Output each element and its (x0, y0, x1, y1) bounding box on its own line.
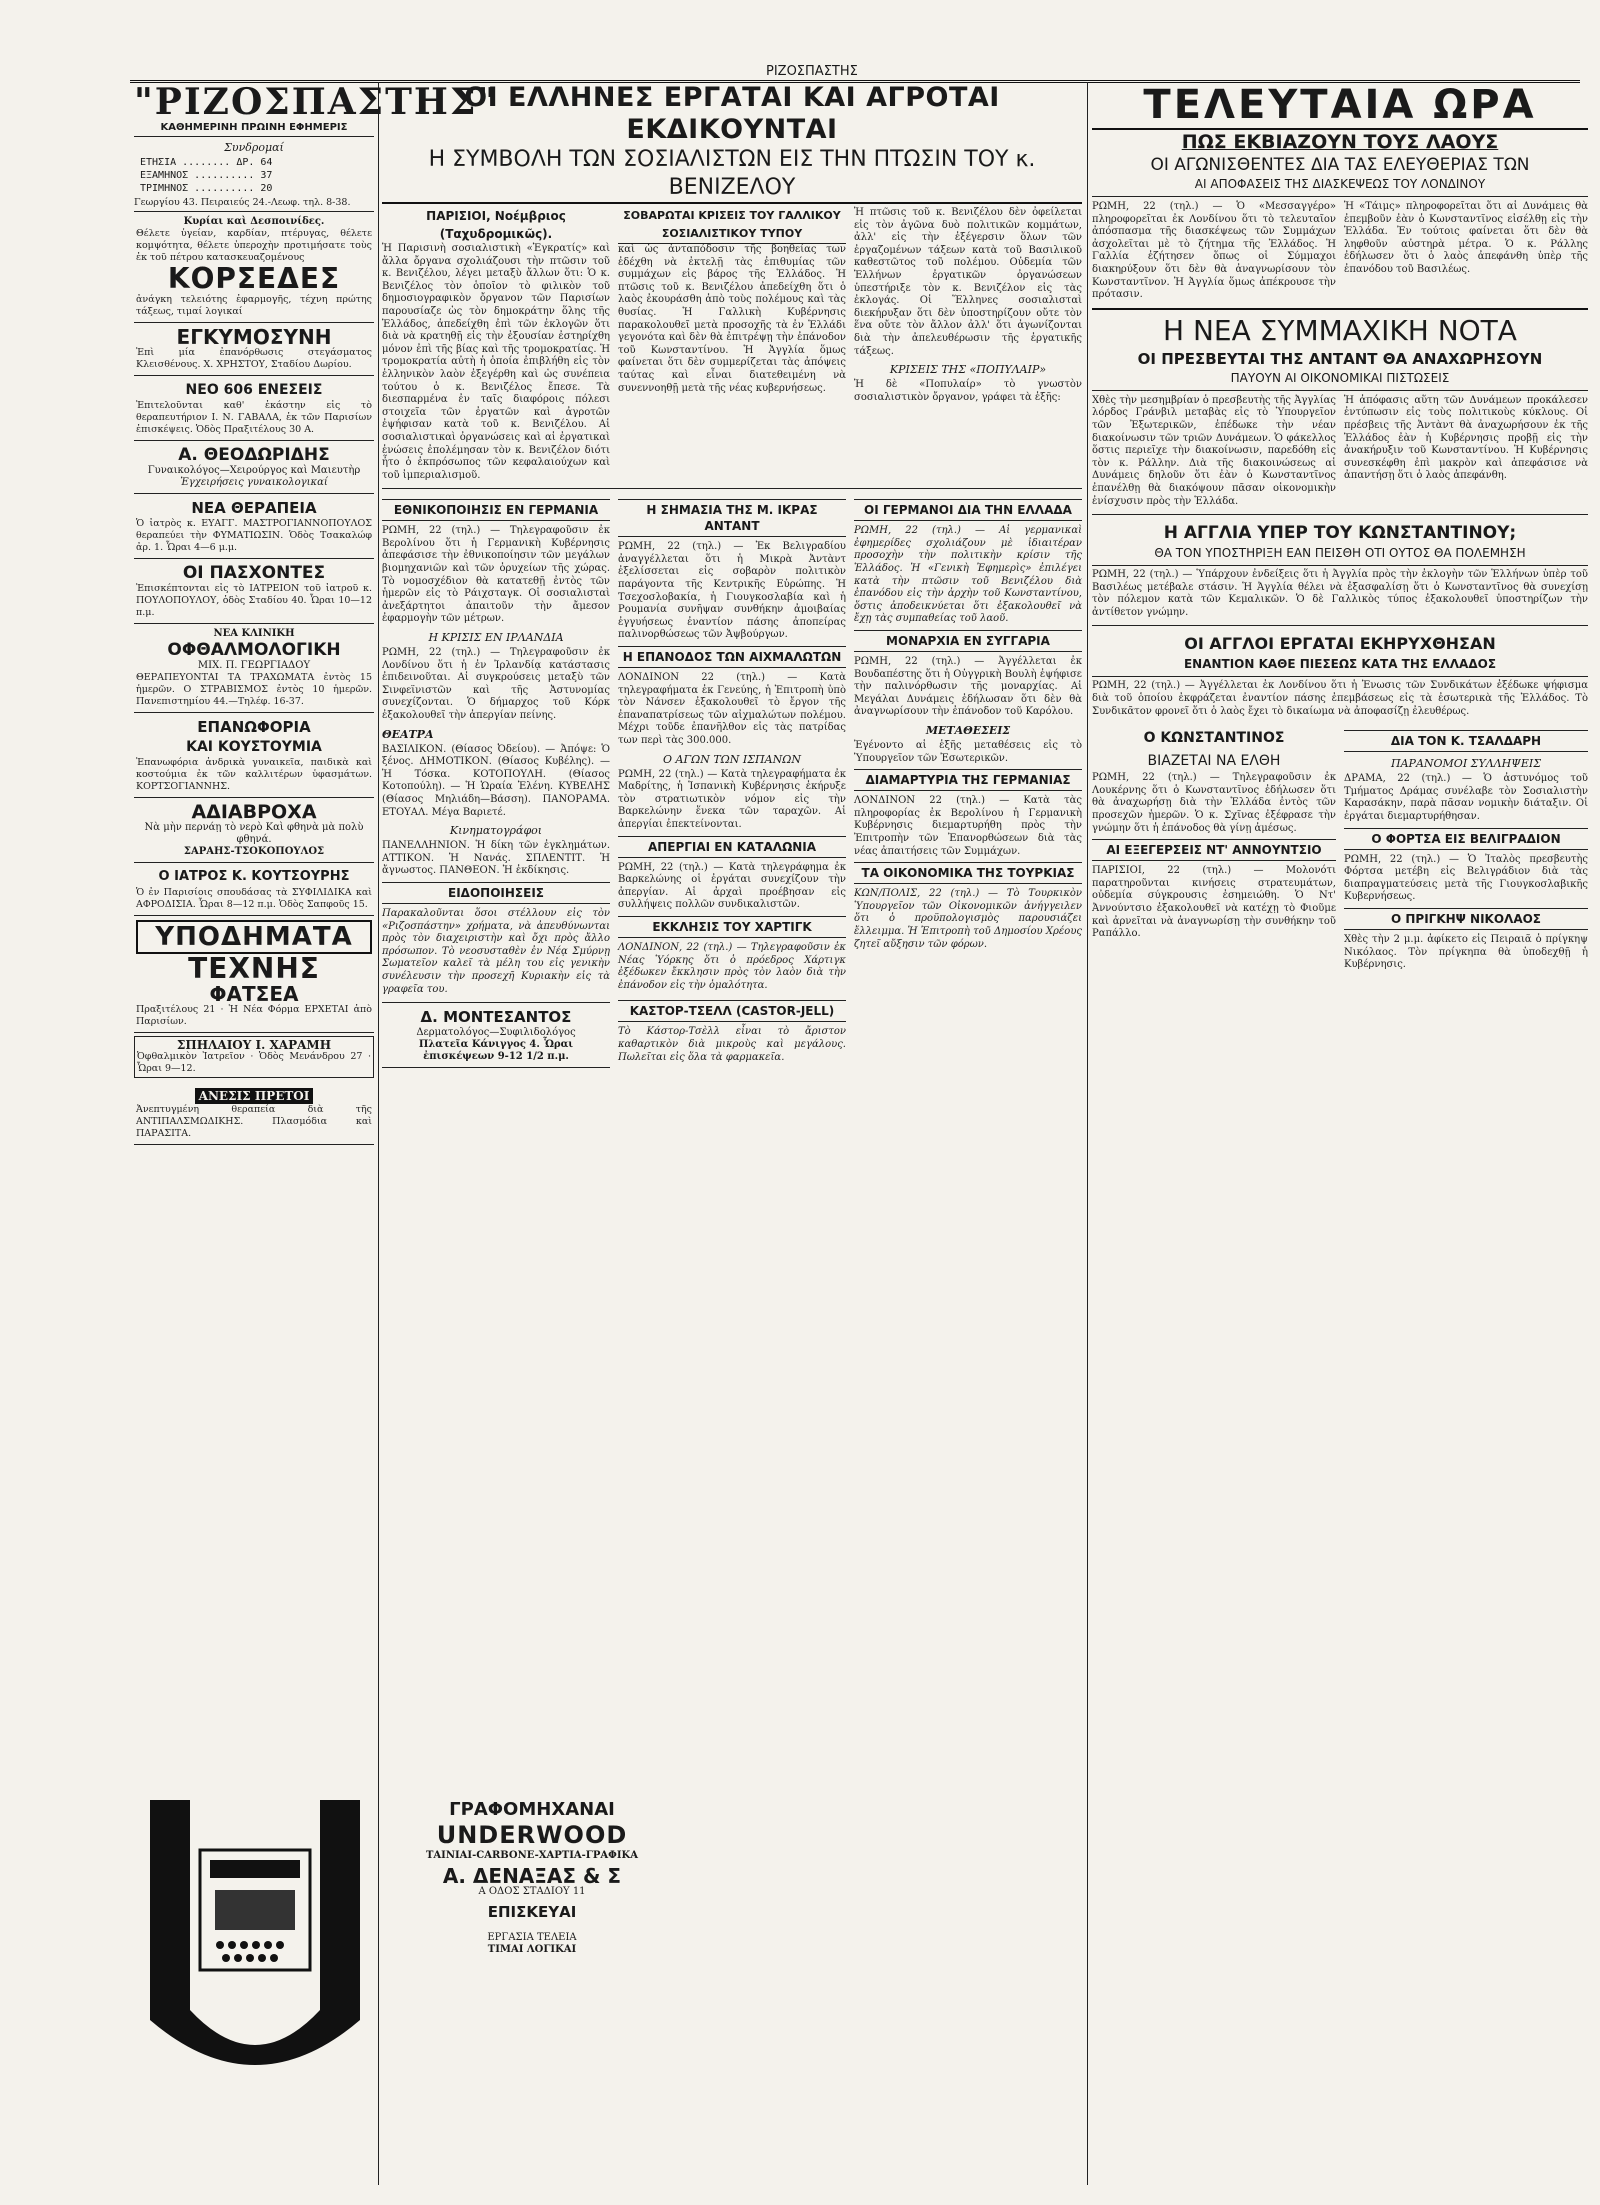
running-title: ΡΙΖΟΣΠΑΣΤΗΣ (760, 64, 864, 79)
england-text: ΡΩΜΗ, 22 (τηλ.) — Ὑπάρχουν ἐνδείξεις ὅτι ἡ Ἀγγλία πρὸς τὴν ἐκλογὴν τῶν Ἑλλήνων ὑπὲρ τοῦ Βασιλέως μετέβαλε στάσιν. Ἡ Ἀγγλία θέλει νὰ ἐξασφαλίσῃ ὅτι ὁ Κωνσταντῖνος θὰ συνεχίσῃ τὸν πόλεμον κατὰ τῶν Κεμαλικῶν. Ὁ δὲ Γαλλικὸς τύπος ἐξακολουθεῖ ὑποστηρίζων τὴν ἀντίθετον γνώμην. (1092, 569, 1588, 618)
latest-news-column (1092, 82, 1588, 2185)
harding-heading: ΕΚΚΛΗΣΙΣ ΤΟΥ ΧΑΡΤΙΓΚ (618, 916, 846, 938)
dannunzio-text: ΠΑΡΙΣΙΟΙ, 22 (τηλ.) — Μολονότι παρατηροῦνται κινήσεις στρατευμάτων, οὐδεμία σύγκρουσις ἐσημειώθη. Ὁ Ντ' Ἀννούντσιο ἐξακολουθεῖ νὰ κατέχῃ τὸ Φιοῦμε καὶ ἀρνεῖται νὰ ἀναγνωρίσῃ τὴν συνθήκην τοῦ Ραπάλλο. (1092, 865, 1336, 940)
lead-text-b: καὶ ὡς ἀνταπόδοσιν τῆς βοηθείας των ἐδέχθη νὰ ἐκτελῇ τὰς ἐπιθυμίας τῶν συμμάχων εἰς βάρος τῆς Ἑλλάδος. Ἡ πτῶσις τοῦ κ. Βενιζέλου ἀπεδείχθη ὅτι ὁ λαὸς ἐκουράσθη ἀπὸ τοὺς πολέμους καὶ τὰς θυσίας. Ἡ Γαλλικὴ Κυβέρνησις παρακολουθεῖ μετὰ προσοχῆς τὰ ἐν Ἑλλάδι γεγονότα καὶ δὲν θὰ ἐπιτρέψῃ τὴν ἐπάνοδον τοῦ Κωνσταντίνου. Ἡ Ἀγγλία ὅμως φαίνεται ὅτι δὲν συμμερίζεται τὰς ἀπόψεις ταύτας καὶ εἶναι διατεθειμένη νὰ συνεννοηθῇ μετὰ τῆς νέας κυβερνήσεως. (618, 244, 846, 394)
column-divider (1087, 82, 1088, 2185)
ad-spilaiou-title: ΣΠΗΛΑΙΟΥ Ι. ΧΑΡΑΜΗ (176, 1038, 332, 1052)
castor-text: Τὸ Κάστορ-Τσὲλλ εἶναι τὸ ἄριστον καθαρτικὸν διὰ μικροὺς καὶ μεγάλους. Πωλεῖται εἰς ὅλα τὰ φαρμακεῖα. (618, 1026, 846, 1063)
allied-note-sub: ΟΙ ΠΡΕΣΒΕΥΤΑΙ ΤΗΣ ΑΝΤΑΝΤ ΘΑ ΑΝΑΧΩΡΗΣΟΥΝ (1137, 349, 1543, 368)
forza-text: ΡΩΜΗ, 22 (τηλ.) — Ὁ Ἰταλὸς πρεσβευτὴς Φόρτσα μετέβη εἰς Βελιγράδιον διὰ τὰς διαπραγματεύσεις μετὰ τῆς Γιουγκοσλαβικῆς Κυβερνήσεως. (1344, 853, 1588, 903)
rate-line: ΕΞΑΜΗΝΟΣ .......... 37 (140, 170, 273, 181)
ad-adiavrocha-title: ΑΔΙΑΒΡΟΧΑ (191, 801, 317, 823)
ad-korsedes-title: ΚΟΡΣΕΔΕΣ (167, 262, 341, 295)
ad-aniseis (134, 1081, 374, 1145)
ad-denaxas: Α. ΔΕΝΑΞΑΣ & Σ (442, 1864, 622, 1888)
ad-ofth-name: ΜΙΧ. Π. ΓΕΩΡΓΙΑΔΟΥ (197, 660, 311, 671)
ad-koutsouris (134, 863, 374, 916)
ad-theodoridis-sub: Γυναικολόγος—Χειρούργος καὶ Μαιευτὴρ (147, 465, 361, 476)
lead-headline: ΟΙ ΕΛΛΗΝΕΣ ΕΡΓΑΤΑΙ ΚΑΙ ΑΓΡΟΤΑΙ ΕΚΔΙΚΟΥΝΤΑΙ (464, 82, 1000, 145)
ad-egkymosyni (134, 323, 374, 376)
rate-line: ΕΤΗΣΙΑ ........ ΔΡ. 64 (140, 157, 273, 168)
nikolaos-heading: Ο ΠΡΙΓΚΗΨ ΝΙΚΟΛΑΟΣ (1344, 908, 1588, 930)
wire-col-3 (854, 495, 1082, 1068)
bottom-col-b (1344, 726, 1588, 972)
bottom-col-a (1092, 726, 1336, 972)
ad-neo-606 (134, 376, 374, 441)
prisoners-heading: Η ΕΠΑΝΟΔΟΣ ΤΩΝ ΑΙΧΜΑΛΩΤΩΝ (618, 646, 846, 668)
ad-ergasia: ΕΡΓΑΣΙΑ ΤΕΛΕΙΑ (487, 1932, 577, 1943)
cinemas-heading: Κινηματογράφοι (449, 824, 543, 838)
last-hour-text-a: ΡΩΜΗ, 22 (τηλ.) — Ὁ «Μεσσαγγέρο» πληροφορεῖται ἐκ Λονδίνου ὅτι τὸ τελευταῖον ἀπόσπασμα τῆς διασκέψεως τῶν Συμμάχων ἀσχολεῖται μὲ τὸ ζήτημα τῆς Ἑλλάδος. Ἡ Γαλλία ἐζήτησεν ὅπως οἱ Σύμμαχοι διακηρύξουν ὅτι δὲν θὰ ἀναγνωρίσουν τὸν Κωνσταντῖνον. Ἡ Ἀγγλία ὅμως ἀπέκρουσε τὴν πρότασιν. (1092, 201, 1336, 301)
lead-subheadline: Η ΣΥΜΒΟΛΗ ΤΩΝ ΣΟΣΙΑΛΙΣΤΩΝ ΕΙΣ ΤΗΝ ΠΤΩΣΙΝ ΤΟΥ κ. ΒΕΝΙΖΕΛΟΥ (428, 147, 1036, 200)
ad-korsedes-text: Θέλετε ὑγείαν, καρδίαν, πτέρυγας, θέλετε κομψότητα, θέλετε ὑπεροχὴν προτιμήσατε τοὺς ἐκ τοῦ πέτρου κατασκευαζομένους (136, 228, 372, 263)
ad-egkymosyni-title: ΕΓΚΥΜΟΣΥΝΗ (176, 325, 332, 349)
turkey-finance-text: ΚΩΝ/ΠΟΛΙΣ, 22 (τηλ.) — Τὸ Τουρκικὸν Ὑπουργεῖον τῶν Οἰκονομικῶν ἀνήγγειλεν ὅτι ὁ προϋπολογισμὸς παρουσιάζει ἔλλειμμα. Ἡ Ἐπιτροπὴ τοῦ Δημοσίου Χρέους ζητεῖ αὔξησιν τῶν φόρων. (854, 888, 1082, 950)
ad-aniseis-text: Ἀνεπτυγμένη θεραπεία διὰ τῆς ΑΝΤΙΠΑΛΣΜΩΔΙΚΗΣ. Πλασμόδια καὶ ΠΑΡΑΣΙΤΑ. (136, 1104, 372, 1139)
catalonia-heading: ΑΠΕΡΓΙΑΙ ΕΝ ΚΑΤΑΛΩΝΙΑ (618, 836, 846, 858)
notices-text: Παρακαλοῦνται ὅσοι στέλλουν εἰς τὸν «Ριζοσπάστην» χρήματα, νὰ ἀπευθύνωνται πρὸς τὸν διαχειριστὴν καὶ ὄχι πρὸς ἄλλο πρόσωπον. Τὸ νεοσυσταθὲν ἐν Νέᾳ Σμύρνῃ Σωματεῖον καλεῖ τὰ μέλη του εἰς γενικὴν συνέλευσιν τὴν προσεχῆ Κυριακὴν εἰς τὰ γραφεῖα του. (382, 907, 610, 995)
last-hour-text-b: Ἡ «Τάιμς» πληροφορεῖται ὅτι αἱ Δυνάμεις θὰ ἐπεμβοῦν ἐὰν ὁ Κωνσταντῖνος εἰσέλθῃ εἰς τὴν Ἑλλάδα. Ἐν τούτοις φαίνεται ὅτι δὲν θὰ ληφθοῦν αὐστηρὰ μέτρα. Ὁ κ. Ράλλης ἐδήλωσεν ὅτι ὁ λαὸς ἀπεφάνθη ὑπὲρ τῆς ἐπανόδου τοῦ Βασιλέως. (1344, 201, 1588, 275)
main-news-column (382, 82, 1082, 2185)
ad-neo-606-text: Ἐπιτελοῦνται καθ' ἑκάστην εἰς τὸ θεραπευτήριον Ι. Ν. ΓΑΒΑΛΑ, ἑκ τῶν Παρισίων ἐπισκέψεις. Ὁδὸς Πραξιτέλους 30 Α. (136, 400, 372, 435)
ad-ypodimata-title: ΥΠΟΔΗΜΑΤΑ (136, 920, 372, 954)
wire-col-2 (618, 495, 846, 1068)
office-address: Γεωργίου 43. Πειραιεύς 24.-Λεωφ. τηλ. 8-38. (134, 197, 374, 212)
ad-adiavrocha-text: Νὰ μὴν περνάῃ τὸ νερὸ Καὶ φθηνὰ μὰ πολὺ φθηνά. (144, 822, 364, 845)
ad-montesantos-sub: Δερματολόγος—Συφιλιδολόγος (416, 1027, 576, 1039)
last-hour-subheadline: ΟΙ ΑΓΩΝΙΣΘΕΝΤΕΣ ΔΙΑ ΤΑΣ ΕΛΕΥΘΕΡΙΑΣ ΤΩΝ (1150, 155, 1530, 175)
section-rule (382, 488, 1082, 489)
tsaldaris-heading: ΔΙΑ ΤΟΝ Κ. ΤΣΑΛΔΑΡΗ (1344, 730, 1588, 752)
ad-grafo-title: ΓΡΑΦΟΜΗΧΑΝΑΙ (449, 1799, 615, 1820)
subscriptions-heading: Συνδρομαί (224, 141, 284, 154)
ad-theodoridis-text: Ἐγχειρήσεις γυναικολογικαί (180, 477, 328, 488)
prisoners-text: ΛΟΝΔΙΝΟΝ 22 (τηλ.) — Κατὰ τηλεγραφήματα ἐκ Γενεύης, ἡ Ἐπιτροπὴ ὑπὸ τὸν Νάνσεν ἐξακολουθεῖ τὸ ἔργον τῆς ἐπαναπατρίσεως τῶν αἰχμαλώτων πολέμου. Μέχρι τοῦδε ἐπανῆλθον εἰς τὰς πατρίδας των περὶ τὰς 300.000. (618, 672, 846, 746)
hungary-text: ΡΩΜΗ, 22 (τηλ.) — Ἀγγέλλεται ἐκ Βουδαπέστης ὅτι ἡ Οὐγγρικὴ Βουλὴ ἐψήφισε τὴν παλινόρθωσιν τῆς μοναρχίας. Αἱ Μεγάλαι Δυνάμεις ἐδήλωσαν ὅτι δὲν θὰ ἀναγνωρίσουν τὴν ἐπάνοδον τοῦ Καρόλου. (854, 656, 1082, 718)
typewriter-illustration (140, 1790, 370, 2090)
ad-aniseis-title: ΑΝΕΣΙΣ ΠΡΕΤΟΙ (195, 1088, 314, 1104)
theatres-text: ΒΑΣΙΛΙΚΟΝ. (Θίασος Ὀδείου). — Ἀπόψε: Ὁ ξένος. ΔΗΜΟΤΙΚΟΝ. (Θίασος Κυβέλης). — Ἡ Τόσκα. ΚΟΤΟΠΟΥΛΗ. (Θίασος Κοτοπούλη). — Ἡ Ὡραία Ἑλένη. ΚΥΒΕΛΗΣ (Θίασος Μηλιάδη—Βάσση). ΠΑΝΟΡΑΜΑ. ΕΤΟΥΑΛ. Μέγα Βαριετέ. (382, 743, 610, 818)
ad-ofth-text: ΘΕΡΑΠΕΥΟΝΤΑΙ ΤΑ ΤΡΑΧΩΜΑΤΑ ἐντὸς 15 ἡμερῶν. Ο ΣΤΡΑΒΙΣΜΟΣ ἐντὸς 10 ἡμερῶν. Πανεπιστημίου 44.—Τηλέφ. 16-37. (136, 672, 372, 707)
ad-epanoforia-text: Ἐπανωφόρια ἀνδρικὰ γυναικεῖα, παιδικὰ καὶ κοστούμια ἐκ τῶν καλλιτέρων ὑφασμάτων. ΚΟΡΤΣΟΓΙΑΝΝΗΣ. (136, 757, 372, 792)
england-headline: Η ΑΓΓΛΙΑ ΥΠΕΡ ΤΟΥ ΚΩΝΣΤΑΝΤΙΝΟΥ; (1163, 523, 1517, 544)
english-workers-text: ΡΩΜΗ, 22 (τηλ.) — Ἀγγέλλεται ἐκ Λονδίνου ὅτι ἡ Ἐνωσις τῶν Συνδικάτων ἐξέδωκε ψήφισμα διὰ τοῦ ὁποίου ἐκφράζεται ἐναντίον πάσης ἐπεμβάσεως εἰς τὰ ἐσωτερικὰ τῆς Ἑλλάδος. Τὸ Συνδικᾶτον φρονεῖ ὅτι ὁ λαὸς ἔχει τὸ δικαίωμα νὰ ἀποφασίζῃ ἐλευθέρως. (1092, 680, 1588, 717)
ireland-heading: Η ΚΡΙΣΙΣ ΕΝ ΙΡΛΑΝΔΙΑ (428, 631, 564, 645)
tsaldaris-sub: ΠΑΡΑΝΟΜΟΙ ΣΥΛΛΗΨΕΙΣ (1391, 757, 1541, 771)
constantine-sub: ΒΙΑΖΕΤΑΙ ΝΑ ΕΛΘΗ (1147, 753, 1281, 770)
theatres-heading: ΘΕΑΤΡΑ (382, 727, 434, 741)
tsaldaris-text: ΔΡΑΜΑ, 22 (τηλ.) — Ὁ ἀστυνόμος τοῦ Τμήματος Δράμας συνέλαβε τὸν Σοσιαλιστὴν Καρασάκην, παρὰ πᾶσαν νομικὴν διάταξιν. Οἱ ἐργάται διεμαρτυρήθησαν. (1344, 773, 1588, 823)
england-deck: ΘΑ ΤΟΝ ΥΠΟΣΤΗΡΙΞΗ ΕΑΝ ΠΕΙΣΘΗ ΟΤΙ ΟΥΤΟΣ ΘΑ ΠΟΛΕΜΗΣΗ (1092, 545, 1588, 566)
ad-montesantos-title: Δ. ΜΟΝΤΕΣΑΝΤΟΣ (420, 1008, 572, 1027)
lead-text-c: Ἡ πτῶσις τοῦ κ. Βενιζέλου δὲν ὀφείλεται εἰς τὸν ἀγῶνα δυὸ πολιτικῶν κομμάτων, ἀλλ' εἰς τὴν ἐξέγερσιν ὅλων τῶν ἐργαζομένων τάξεων κατὰ τοῦ Βασιλικοῦ καθεστῶτος τοῦ πολέμου. Οὐδεμία τῶν Ἑλλήνων ἐργατικῶν ὀργανώσεων ὑπεστήριξε τὸν κ. Βενιζέλον εἰς τὰς ἐκλογάς. Οἱ Ἕλληνες σοσιαλισταὶ διεκήρυξαν ὅτι δὲν ὑποστηρίζουν οὔτε τὸν ἕνα οὔτε τὸν ἄλλον ἀλλ' ὅτι ἀγωνίζονται διὰ τὴν ἀπελευθέρωσιν τῆς ἐργατικῆς τάξεως. (854, 207, 1082, 357)
last-hour-banner: ΤΕΛΕΥΤΑΙΑ ΩΡΑ (1092, 82, 1588, 130)
ad-adiavrocha (134, 798, 374, 863)
constantine-headline: Ο ΚΩΝΣΤΑΝΤΙΝΟΣ (1143, 730, 1285, 747)
germans-greece-text: ΡΩΜΗ, 22 (τηλ.) — Αἱ γερμανικαὶ ἐφημερίδες σχολιάζουν μὲ ἰδιαιτέραν προσοχὴν τὴν πολιτικὴν κρίσιν τῆς Ἑλλάδος. Ἡ «Γενικὴ Ἐφημερὶς» ἐπιλέγει κατὰ τὴν πτῶσιν τοῦ Βενιζέλου διὰ ἐπανόδου εἰς τὴν ἀρχὴν τοῦ Κωνσταντίνου, ὅστις ἀποδεικνύεται ὅτι ἐξακολουθεῖ νὰ ἔχῃ τὰς συμπαθείας τοῦ λαοῦ. (854, 525, 1082, 625)
constantine-text: ΡΩΜΗ, 22 (τηλ.) — Τηλεγραφοῦσιν ἐκ Λουκέρνης ὅτι ὁ Κωνσταντῖνος ἐδήλωσεν ὅτι θὰ ἀναχωρήσῃ διὰ τὴν Ἑλλάδα ἐντὸς τῶν προσεχῶν ἡμερῶν. Ὁ κ. Σχῖνας ἐξέφρασε τὴν γνώμην ὅτι ἡ ἐπάνοδος θὰ γίνῃ ἀμέσως. (1092, 772, 1336, 834)
english-workers-headline: ΟΙ ΑΓΓΛΟΙ ΕΡΓΑΤΑΙ ΕΚΗΡΥΧΘΗΣΑΝ (1184, 634, 1496, 654)
ad-fatsea-title: ΦΑΤΣΕΑ (209, 982, 299, 1006)
ad-ofth-title: ΟΦΘΑΛΜΟΛΟΓΙΚΗ (167, 640, 341, 660)
ad-paschontes-title: ΟΙ ΠΑΣΧΟΝΤΕΣ (182, 563, 326, 583)
lead-story-body (382, 207, 1082, 482)
cinemas-text: ΠΑΝΕΛΛΗΝΙΟΝ. Ἡ δίκη τῶν ἐγκλημάτων. ΑΤΤΙΚΟΝ. Ἡ Νανάς. ΣΠΛΕΝΤΙΤ. Ἡ ἄγνωστος. ΠΑΝΘΕΟΝ. Ἡ ἐκδίκησις. (382, 840, 610, 877)
nikolaos-text: Χθὲς τὴν 2 μ.μ. ἀφίκετο εἰς Πειραιᾶ ὁ πρίγκηψ Νικόλαος. Τὸν πρίγκηπα θὰ ὑποδεχθῇ ἡ Κυβέρνησις. (1344, 934, 1588, 971)
lead-text-a: Ἡ Παρισινὴ σοσιαλιστικὴ «Ἐγκρατίς» καὶ ἄλλα ὄργανα σχολιάζουσι τὴν πτῶσιν τοῦ κ. Βενιζέλου, λέγει μεταξὺ ἄλλων ὅτι: Ὁ κ. Βενιζέλος τὸν ὁποῖον τὸ φιλικὸν τοῦ δημοσιογραφικὸν ὄργανον τῶν Παρισίων παρουσίαζε ὡς τὸν δημοκράτην ὅλης τῆς Ἑλλάδος, ἀπεδείχθη ἐπὶ τῶν ἐκλογῶν ὅτι διὰ νὰ κρατηθῇ εἰς τὴν ἐξουσίαν ἐστηρίχθη μόνον ἐπὶ τῆς βίας καὶ τῆς τρομοκρατίας. Ἡ τρομοκρατία αὐτὴ ἡ ὁποία ἐπιβλήθη εἰς τὸν ἑλληνικὸν λαὸν ἐξεγέρθη καὶ ὡς συνέπεια τούτου ὁ κ. Βενιζέλος ἔπεσε. Τὰ διεσπαρμένα ἐν ταῖς διαφόροις πόλεσι στοιχεῖα τῶν ἐργατῶν καὶ ἀγροτῶν ἐψήφισαν κατὰ τοῦ κ. Βενιζέλου. Αἱ σοσιαλιστικαὶ ὀργανώσεις καὶ αἱ ἐργατικαὶ ἑνώσεις ἐπολέμησαν τὸν κ. Βενιζέλον διότι ἦτο ὁ ἐκπρόσωπος τῶν κεφαλαιούχων καὶ τοῦ ἰμπεριαλισμοῦ. (382, 243, 610, 481)
lead-col-c (854, 207, 1082, 482)
column-divider (378, 82, 379, 2185)
harding-text: ΛΟΝΔΙΝΟΝ, 22 (τηλ.) — Τηλεγραφοῦσιν ἐκ Νέας Ὑόρκης ὅτι ὁ πρόεδρος Χάρτιγκ ἐξέδωκεν ἔκκλησιν πρὸς τὸν λαὸν διὰ τὴν ἐπάνοδον εἰς τὴν ὁμαλότητα. (618, 941, 846, 991)
ad-montesantos-text: Πλατεῖα Κάνιγγος 4. Ὧραι ἐπισκέψεων 9-12 1/2 π.μ. (418, 1039, 574, 1063)
rate-line: ΤΡΙΜΗΝΟΣ .......... 20 (140, 183, 273, 194)
section-rule (1092, 625, 1588, 626)
wire-news-grid (382, 495, 1082, 1068)
last-hour-headline: ΠΩΣ ΕΚΒΙΑΖΟΥΝ ΤΟΥΣ ΛΑΟΥΣ (1181, 131, 1499, 153)
allied-note-body (1092, 395, 1588, 508)
last-hour-body (1092, 201, 1588, 302)
ad-ypodimata (134, 916, 374, 1033)
ad-paschontes-text: Ἐπισκέπτονται εἰς τὸ ΙΑΤΡΕΙΟΝ τοῦ ἰατροῦ κ. ΠΟΥΛΟΠΟΥΛΟΥ, ὁδὸς Σταδίου 40. Ὧραι 10—12 π.μ. (136, 583, 372, 618)
transfers-text: Ἐγένοντο αἱ ἑξῆς μεταθέσεις εἰς τὸ Ὑπουργεῖον τῶν Ἐσωτερικῶν. (854, 740, 1082, 764)
germans-greece-heading: ΟΙ ΓΕΡΜΑΝΟΙ ΔΙΑ ΤΗΝ ΕΛΛΑΔΑ (854, 499, 1082, 521)
germany-text: ΡΩΜΗ, 22 (τηλ.) — Τηλεγραφοῦσιν ἐκ Βερολίνου ὅτι ἡ Γερμανικὴ Κυβέρνησις ἀπεφάσισε τὴν ἐθνικοποίησιν τῶν μεγάλων βιομηχανιῶν καὶ τῶν ὀρυχείων τῆς χώρας. Τὸ νομοσχέδιον θὰ κατατεθῇ ἐντὸς τῶν ἡμερῶν εἰς τὸ Ράιχσταγκ. Οἱ σοσιαλισταὶ ἀνεξάρτητοι ἀπαιτοῦν τὴν ἄμεσον ἐφαρμογὴν τῶν μέτρων. (382, 525, 610, 625)
ad-spilaiou (134, 1036, 374, 1078)
lead-col-a (382, 207, 610, 482)
little-entente-heading: Η ΣΗΜΑΣΙΑ ΤΗΣ Μ. ΙΚΡΑΣ ΑΝΤΑΝΤ (618, 499, 846, 537)
lead-section-heading: ΣΟΒΑΡΩΤΑΙ ΚΡΙΣΕΙΣ ΤΟΥ ΓΑΛΛΙΚΟΥ ΣΟΣΙΑΛΙΣΤΙΚΟΥ ΤΥΠΟΥ (618, 207, 846, 244)
ad-epanoforia-title: ΕΠΑΝΩΦΟΡΙΑ (197, 718, 311, 736)
ad-spilaiou-text: Ὀφθαλμικὸν Ἰατρεῖον · Ὁδὸς Μενάνδρου 27 · Ὧραι 9—12. (137, 1051, 371, 1074)
ad-nea-therapeia-title: ΝΕΑ ΘΕΡΑΠΕΙΑ (191, 499, 317, 517)
germany-heading: ΕΘΝΙΚΟΠΟΙΗΣΙΣ ΕΝ ΓΕΡΜΑΝΙΑ (382, 499, 610, 521)
lead-story-headlines (382, 82, 1082, 204)
masthead-subtitle: ΚΑΘΗΜΕΡΙΝΗ ΠΡΩΙΝΗ ΕΦΗΜΕΡΙΣ (134, 122, 374, 137)
ireland-text: ΡΩΜΗ, 22 (τηλ.) — Τηλεγραφοῦσιν ἐκ Λονδίνου ὅτι ἡ ἐν Ἰρλανδίᾳ κατάστασις ἐπιδεινοῦται. Αἱ συγκρούσεις μεταξὺ τῶν Σινφεϊνιστῶν καὶ τῆς Ἀστυνομίας συνεχίζονται. Ὁ δήμαρχος τοῦ Κόρκ ἐξακολουθεῖ τὴν ἀπεργίαν πείνης. (382, 647, 610, 721)
ad-fatsea-text: Πραξιτέλους 21 · Ἡ Νέα Φόρμα ΕΡΧΕΤΑΙ ἀπὸ Παρισίων. (136, 1004, 372, 1027)
ad-theodoridis-title: Α. ΘΕΟΔΩΡΙΔΗΣ (178, 445, 330, 465)
allied-note-headline: Η ΝΕΑ ΣΥΜΜΑΧΙΚΗ ΝΟΤΑ (1092, 308, 1588, 348)
allied-note-text-a: Χθὲς τὴν μεσημβρίαν ὁ πρεσβευτὴς τῆς Ἀγγλίας λόρδος Γράνβιλ μεταβὰς εἰς τὸ Ὑπουργεῖον τῶν Ἐξωτερικῶν, ἐπέδωκε τὴν νέαν διακοίνωσιν τῶν τριῶν Δυνάμεων. Ὁ φάκελλος ὅστις περιεῖχε τὴν διακοίνωσιν, παρεδόθη εἰς τὸν κ. Ράλλην. Διὰ τῆς διακοινώσεως αἱ Δυνάμεις δηλοῦν ὅτι ἐὰν ὁ Κωνσταντῖνος ἐπανέλθῃ θὰ διακόψουν πᾶσαν οἰκονομικὴν ἐνίσχυσιν πρὸς τὴν Ἑλλάδα. (1092, 394, 1336, 507)
allied-note-deck: ΠΑΥΟΥΝ ΑΙ ΟΙΚΟΝΟΜΙΚΑΙ ΠΙΣΤΩΣΕΙΣ (1092, 370, 1588, 391)
spain-text: ΡΩΜΗ, 22 (τηλ.) — Κατὰ τηλεγραφήματα ἐκ Μαδρίτης, ἡ Ἱσπανικὴ Κυβέρνησις ἐκήρυξε τὸν στρατιωτικὸν νόμον εἰς τὴν Βαρκελώνην ἕνεκα τῶν ταραχῶν. Αἱ ἀπεργίαι ἐπεκτείνονται. (618, 768, 846, 830)
transfers-heading: ΜΕΤΑΘΕΣΕΙΣ (925, 724, 1011, 737)
ad-koutsouris-title: Ο ΙΑΤΡΟΣ Κ. ΚΟΥΤΣΟΥΡΗΣ (158, 869, 350, 884)
spain-heading: Ο ΑΓΩΝ ΤΩΝ ΙΣΠΑΝΩΝ (663, 752, 801, 766)
allied-note-text-b: Ἡ ἀπόφασις αὕτη τῶν Δυνάμεων προκάλεσεν ἐντύπωσιν εἰς τοὺς πολιτικοὺς κύκλους. Οἱ πρέσβεις τῆς Ἀντὰντ θὰ ἀναχωρήσουν ἐκ τῆς Ἑλλάδος ἐὰν ἡ Κυβέρνησις προβῇ εἰς τὴν ἀνακήρυξιν τοῦ Κωνσταντίνου. Ἡ Κυβέρνησις συνεσκέφθη ἐπὶ μακρὸν καὶ ἀπεφάσισε νὰ ἀπαντήσῃ ὅτι ὁ λαὸς ἀπεφάνθη. (1344, 394, 1588, 482)
popular-heading: ΚΡΙΣΕΙΣ ΤΗΣ «ΠΟΠΥΛΑΙΡ» (889, 363, 1047, 377)
ad-koustoumia-title: ΚΑΙ ΚΟΥΣΤΟΥΜΙΑ (186, 739, 322, 755)
lead-dateline: ΠΑΡΙΣΙΟΙ, Νοέμβριος (Ταχυδρομικῶς). (426, 209, 566, 241)
castor-heading: ΚΑΣΤΟΡ-ΤΣΕΛΛ (CASTOR-JELL) (618, 1000, 846, 1022)
english-workers-deck: ΕΝΑΝΤΙΟΝ ΚΑΘΕ ΠΙΕΣΕΩΣ ΚΑΤΑ ΤΗΣ ΕΛΛΑΔΟΣ (1092, 656, 1588, 677)
ad-korsedes-intro: Κυρίαι καὶ Δεσποινίδες. (183, 216, 325, 227)
ad-denaxas-addr: Α ΟΔΟΣ ΣΤΑΔΙΟΥ 11 (478, 1886, 586, 1897)
hungary-heading: ΜΟΝΑΡΧΙΑ ΕΝ ΣΥΓΓΑΡΙΑ (854, 630, 1082, 652)
ad-nea-therapeia-text: Ὁ ἰατρὸς κ. ΕΥΑΓΓ. ΜΑΣΤΡΟΓΙΑΝΝΟΠΟΥΛΟΣ θεραπεύει τὴν ΦΥΜΑΤΙΩΣΙΝ. Ὁδὸς Τσακαλώφ ἀρ. 1. Ὧραι 4—6 μ.μ. (136, 518, 372, 553)
masthead-title: "ΡΙΖΟΣΠΑΣΤΗΣ" (134, 81, 499, 123)
section-rule (1092, 514, 1588, 515)
wire-col-1 (382, 495, 610, 1068)
ad-egkymosyni-text: Ἐπὶ μία ἐπανόρθωσις στεγάσματος Κλεισθένους. Χ. ΧΡΗΣΤΟΥ, Σταδίου Δωρίου. (136, 347, 372, 370)
popular-text: Ἡ δὲ «Ποπυλαίρ» τὸ γνωστὸν σοσιαλιστικὸν ὄργανον, γράφει τὰ ἑξῆς: (854, 379, 1082, 403)
ad-saraidis: ΣΑΡΑΗΣ-ΤΣΟΚΟΠΟΥΛΟΣ (183, 846, 325, 857)
last-hour-deck: ΑΙ ΑΠΟΦΑΣΕΙΣ ΤΗΣ ΔΙΑΣΚΕΨΕΩΣ ΤΟΥ ΛΟΝΔΙΝΟΥ (1092, 176, 1588, 197)
ad-technis-title: ΤΕΧΝΗΣ (188, 952, 320, 985)
ad-theodoridis (134, 441, 374, 494)
forza-heading: Ο ΦΟΡΤΣΑ ΕΙΣ ΒΕΛΙΓΡΑΔΙΟΝ (1344, 828, 1588, 850)
ad-korsedes (134, 212, 374, 323)
catalonia-text: ΡΩΜΗ, 22 (τηλ.) — Κατὰ τηλεγράφημα ἐκ Βαρκελώνης οἱ ἐργάται συνεχίζουν τὴν ἀπεργίαν. Αἱ ἀρχαὶ προέβησαν εἰς συλλήψεις πολλῶν συνδικαλιστῶν. (618, 861, 846, 911)
ad-ofthalmologiki (134, 624, 374, 713)
ad-ofth-clinic: ΝΕΑ ΚΛΙΝΙΚΗ (213, 628, 295, 639)
ad-koutsouris-text: Ὁ ἐν Παρισίοις σπουδάσας τὰ ΣΥΦΙΛΙΔΙΚΑ καὶ ΑΦΡΟΔΙΣΙΑ. Ὧραι 8—12 π.μ. Ὁδὸς Σαπφοῦς 15. (136, 887, 372, 910)
bottom-news-grid (1092, 726, 1588, 972)
notices-heading: ΕΙΔΟΠΟΙΗΣΕΙΣ (382, 882, 610, 904)
germany-protest-text: ΛΟΝΔΙΝΟΝ 22 (τηλ.) — Κατὰ τὰς πληροφορίας ἐκ Βερολίνου ἡ Γερμανικὴ Κυβέρνησις διεμαρτυρήθη πρὸς τὴν Ἐπιτροπὴν τῶν Ἐπανορθώσεων διὰ τὰς νέας ἀπαιτήσεις τῶν Συμμάχων. (854, 795, 1082, 857)
subscription-rates (134, 154, 374, 197)
ad-times: ΤΙΜΑΙ ΛΟΓΙΚΑΙ (487, 1944, 577, 1955)
little-entente-text: ΡΩΜΗ, 22 (τηλ.) — Ἐκ Βελιγραδίου ἀναγγέλλεται ὅτι ἡ Μικρὰ Ἀντὰντ ἐξελίσσεται εἰς σοβαρὸν πολιτικὸν παράγοντα τῆς Κεντρικῆς Εὐρώπης. Ἡ Τσεχοσλοβακία, ἡ Γιουγκοσλαβία καὶ ἡ Ρουμανία συνῆψαν συνθήκην ἀμοιβαίας ἐγγυήσεως ἐναντίον πάσης ἀποπείρας παλινορθώσεως τῶν Ἀψβούργων. (618, 541, 846, 641)
ad-paschontes (134, 559, 374, 624)
ad-neo-606-title: ΝΕΟ 606 ΕΝΕΣΕΙΣ (185, 382, 323, 398)
ad-nea-therapeia (134, 494, 374, 559)
ad-montesantos (382, 1002, 610, 1068)
ad-tainiai: ΤΑΙΝΙΑΙ-CARBONE-ΧΑΡΤΙΑ-ΓΡΑΦΙΚΑ (425, 1850, 639, 1861)
turkey-finance-heading: ΤΑ ΟΙΚΟΝΟΜΙΚΑ ΤΗΣ ΤΟΥΡΚΙΑΣ (854, 862, 1082, 884)
ad-episkevai: ΕΠΙΣΚΕΥΑΙ (487, 1903, 577, 1921)
lead-col-b (618, 207, 846, 482)
ad-korsedes-detail: ἀνάγκη τελειότης ἐφαρμογῆς, τέχνη πρώτης τάξεως, τιμαί λογικαί (136, 294, 372, 317)
germany-protest-heading: ΔΙΑΜΑΡΤΥΡΙΑ ΤΗΣ ΓΕΡΜΑΝΙΑΣ (854, 769, 1082, 791)
dannunzio-heading: ΑΙ ΕΞΕΓΕΡΣΕΙΣ ΝΤ' ΑΝΝΟΥΝΤΣΙΟ (1092, 839, 1336, 861)
ad-epanoforia (134, 713, 374, 798)
ad-underwood-title: UNDERWOOD (436, 1821, 628, 1849)
